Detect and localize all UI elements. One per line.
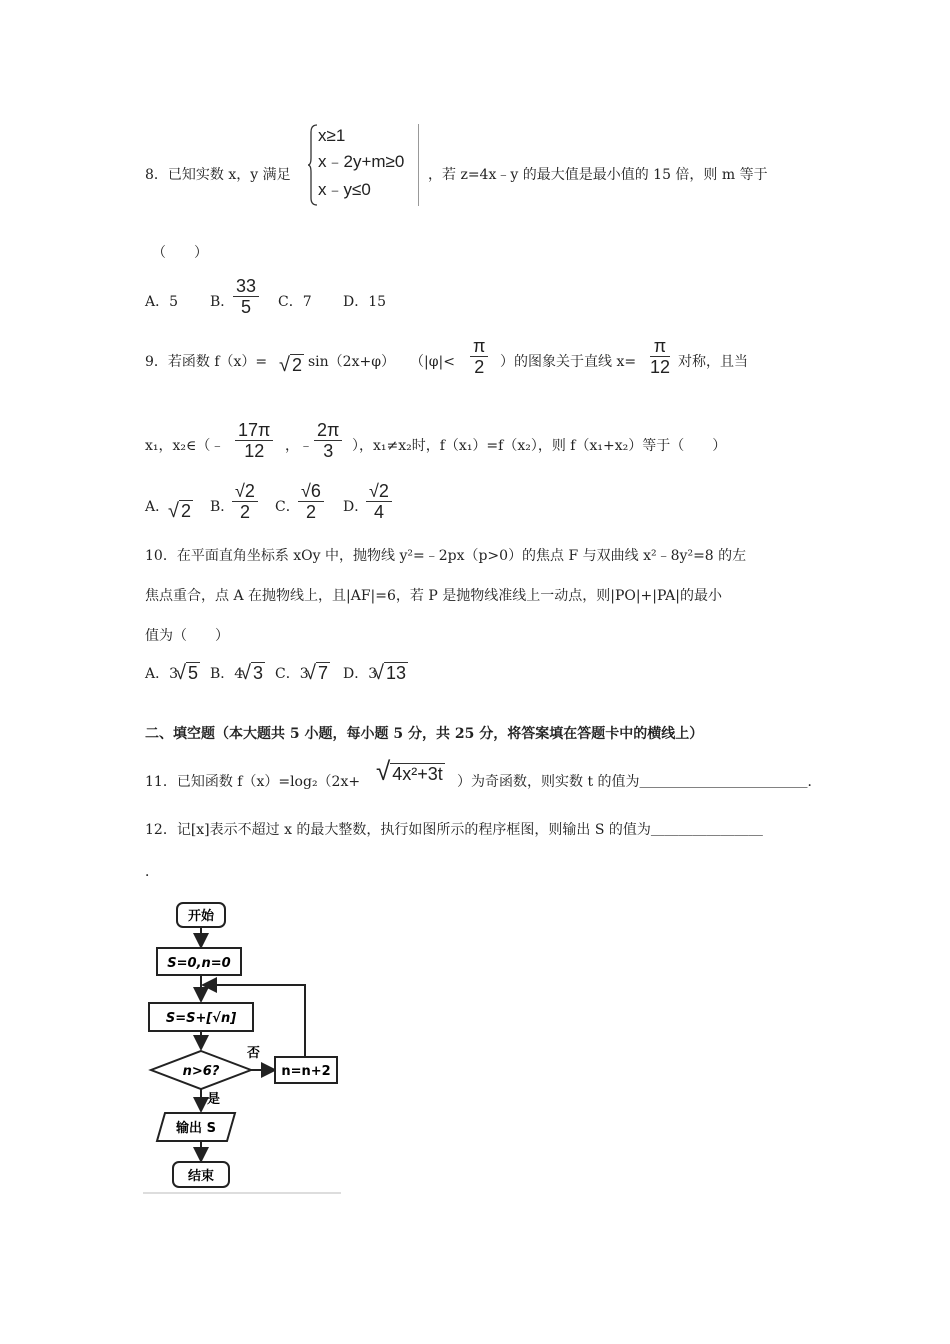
q9-option-c-denominator: 2	[305, 502, 316, 522]
q10-option-c-label: C．3	[275, 666, 309, 682]
q8-system-divider	[418, 124, 419, 206]
q9-option-a-label: A．	[145, 499, 170, 515]
flowchart-no-label: 否	[247, 1046, 261, 1061]
q9-sqrt-2-value: 2	[291, 355, 302, 375]
q9-option-a-sqrt: √ 2	[168, 500, 191, 522]
q8-option-b-numerator: 33	[233, 276, 259, 297]
q8-option-d: D．15	[343, 294, 387, 310]
q10-option-c-sqrt: √ 7	[305, 662, 328, 684]
q9-condition-open: （|φ|<	[410, 354, 455, 370]
q9-line2-start: x₁，x₂∈（﹣	[145, 438, 225, 454]
section-2-heading: 二、填空题（本大题共 5 小题，每小题 5 分，共 25 分，将答案填在答题卡中的横线上）	[145, 726, 704, 742]
q10-option-a-sqrt: √ 5	[175, 662, 198, 684]
q8-option-c: C．7	[278, 294, 312, 310]
q9-stem-prefix: 9．若函数 f（x）=	[145, 354, 268, 370]
q9-frac-17pi-12	[235, 420, 273, 461]
q9-option-b-fraction	[232, 481, 258, 522]
q9-option-b-label: B．	[210, 499, 235, 515]
q9-option-a-sqrt-value: 2	[180, 501, 191, 521]
q11-stem-suffix: ）为奇函数，则实数 t 的值为＿＿＿＿＿＿＿＿＿＿＿＿．	[457, 774, 822, 790]
q9-option-b-radicand: 2	[244, 481, 255, 501]
q9-sin-term: sin（2x+φ）	[308, 354, 396, 370]
program-flowchart	[143, 895, 343, 1195]
q10-option-d-label: D．3	[343, 666, 378, 682]
q9-condition-close: ）的图象关于直线 x=	[500, 354, 637, 370]
flowchart-update-label: S=S+[√n]	[165, 1011, 237, 1026]
q9-option-d-denominator: 4	[373, 502, 384, 522]
q8-answer-paren: （ ）	[152, 245, 208, 261]
q9-option-c-label: C．	[275, 499, 300, 515]
q12-line-1: 12．记[x]表示不超过 x 的最大整数，执行如图所示的程序框图，则输出 S 的值为＿＿＿＿＿＿＿＿	[145, 822, 763, 838]
flowchart-output-label: 输出 S	[176, 1121, 216, 1136]
q9-pi-over-12-denominator: 12	[650, 357, 671, 377]
q10-option-b-radicand: 3	[252, 663, 263, 683]
q10-line-2: 焦点重合，点 A 在抛物线上，且|AF|=6，若 P 是抛物线准线上一动点，则|PO|+|PA|的最小	[145, 588, 722, 604]
q10-option-a-radicand: 5	[187, 663, 198, 683]
q8-option-a: A．5	[145, 294, 179, 310]
flowchart-start-label: 开始	[187, 909, 215, 924]
q8-option-b-denominator: 5	[241, 297, 252, 317]
q9-comma-negative: ，﹣	[285, 438, 313, 454]
flowchart-yes-label: 是	[207, 1092, 221, 1107]
q9-option-c-numerator: √6	[298, 481, 324, 502]
q10-option-a-label: A．3	[145, 666, 179, 682]
q9-line2-end: ），x₁≠x₂时，f（x₁）=f（x₂），则 f（x₁+x₂）等于（ ）	[352, 438, 727, 454]
q9-option-d-label: D．	[343, 499, 369, 515]
q10-option-b-sqrt: √ 3	[240, 662, 263, 684]
flowchart-end-label: 结束	[187, 1169, 215, 1184]
q8-system-line-3: x﹣y≤0	[318, 180, 371, 199]
q10-line-1: 10．在平面直角坐标系 xOy 中，抛物线 y²=﹣2px（p>0）的焦点 F 与双曲线 x²﹣8y²=8 的左	[145, 548, 747, 564]
q11-sqrt-expression: √ 4x²+3t	[376, 756, 443, 786]
q9-frac-2pi-3	[314, 420, 342, 461]
flowchart-init-label: S=0,n=0	[167, 956, 231, 971]
q11-stem-prefix: 11．已知函数 f（x）=log₂（2x+	[145, 774, 361, 790]
q8-option-b-fraction	[233, 276, 259, 317]
q9-symmetry-text: 对称，且当	[678, 354, 748, 370]
q9-option-b-numerator: √2	[232, 481, 258, 502]
q9-option-d-fraction	[366, 481, 392, 522]
q9-pi-over-12-numerator: π	[650, 336, 670, 357]
q8-system-line-1: x≥1	[318, 126, 346, 145]
q10-option-d-radicand: 13	[385, 663, 407, 683]
flowchart-decision-label: n>6?	[182, 1064, 220, 1079]
q9-option-d-radicand: 2	[378, 481, 389, 501]
q9-sqrt-2: √ 2	[279, 354, 302, 376]
q10-line-3: 值为（ ）	[145, 628, 229, 644]
q12-line-2: ．	[145, 864, 159, 880]
q9-frac-2pi-3-numerator: 2π	[314, 420, 342, 441]
q9-frac-2pi-3-denominator: 3	[323, 441, 334, 461]
q8-stem-prefix: 8．已知实数 x，y 满足	[145, 167, 291, 183]
q9-option-c-fraction	[298, 481, 324, 522]
q9-pi-over-2-numerator: π	[470, 336, 488, 357]
q8-stem-suffix: ，若 z=4x﹣y 的最大值是最小值的 15 倍，则 m 等于	[428, 167, 768, 183]
q9-frac-17pi-12-numerator: 17π	[235, 420, 273, 441]
q10-option-b-label: B．4	[210, 666, 244, 682]
flowchart-step-label: n=n+2	[281, 1064, 331, 1079]
q9-option-b-denominator: 2	[239, 502, 250, 522]
q9-option-c-radicand: 6	[310, 481, 321, 501]
q9-pi-over-12	[650, 336, 670, 377]
q8-system-line-2: x﹣2y+m≥0	[318, 152, 405, 171]
q9-option-d-numerator: √2	[366, 481, 392, 502]
q9-pi-over-2-denominator: 2	[474, 357, 485, 377]
q8-option-b-label: B．	[210, 294, 235, 310]
q8-system-brace	[308, 124, 318, 206]
q9-pi-over-2	[470, 336, 488, 377]
q10-option-c-radicand: 7	[317, 663, 328, 683]
q10-option-d-sqrt: √ 13	[373, 662, 407, 684]
q11-sqrt-radicand: 4x²+3t	[392, 764, 443, 784]
q9-frac-17pi-12-denominator: 12	[244, 441, 265, 461]
